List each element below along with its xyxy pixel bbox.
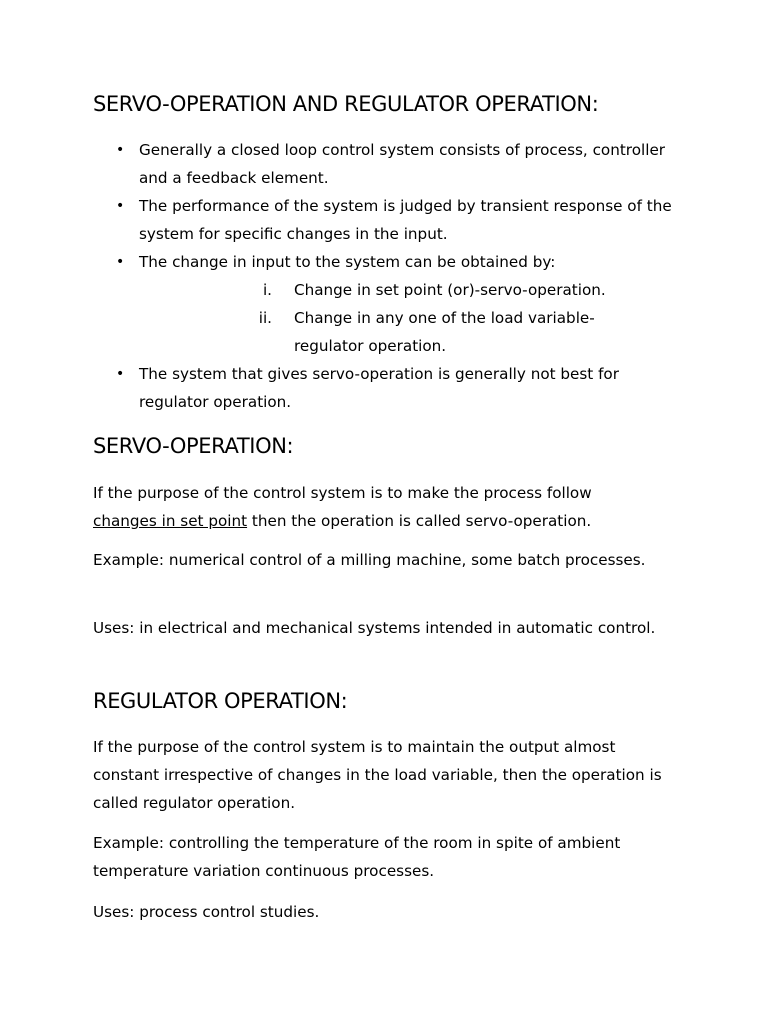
sub-list-item — [0, 276, 768, 304]
servo-heading: SERVO-OPERATION: — [93, 434, 294, 458]
regulator-heading: REGULATOR OPERATION: — [93, 689, 348, 713]
servo-example: Example: numerical control of a milling machine, some batch processes. — [93, 551, 646, 569]
page-title: SERVO-OPERATION AND REGULATOR OPERATION: — [93, 92, 599, 116]
bullet-item — [0, 192, 768, 248]
servo-definition-underlined: changes in set point — [93, 512, 248, 530]
bullet-dot-icon: • — [116, 198, 125, 214]
sub-item-number: i. — [262, 281, 272, 299]
bullet-dot-icon: • — [116, 366, 125, 382]
regulator-definition: If the purpose of the control system is to maintain the output almost constant irrespective of changes in the load variable, then the operation is called regulator operation. — [93, 738, 662, 812]
servo-definition-end: then the operation is called servo-operation. — [247, 512, 592, 530]
regulator-example: Example: controlling the temperature of the room in spite of ambient temperature variation continuous processes. — [93, 834, 621, 880]
bullet-list — [0, 136, 768, 416]
servo-definition — [93, 479, 673, 535]
sub-list-container — [0, 276, 768, 360]
bullet-item — [0, 136, 768, 192]
servo-definition-start: If the purpose of the control system is to make the process follow — [93, 484, 592, 502]
bullet-text: Generally a closed loop control system consists of process, controller and a feedback element. — [139, 141, 666, 187]
bullet-item — [0, 248, 768, 276]
bullet-item — [0, 360, 768, 416]
sub-list-item — [0, 304, 768, 360]
sub-item-number: ii. — [258, 309, 272, 327]
regulator-uses: Uses: process control studies. — [93, 903, 320, 921]
bullet-text: The change in input to the system can be obtained by: — [139, 253, 556, 271]
bullet-dot-icon: • — [116, 254, 125, 270]
bullet-dot-icon: • — [116, 142, 125, 158]
sub-item-text: Change in any one of the load variable-regulator operation. — [294, 309, 595, 355]
bullet-text: The performance of the system is judged by transient response of the system for specific changes in the input. — [139, 197, 672, 243]
sub-list — [0, 276, 768, 360]
servo-uses: Uses: in electrical and mechanical systems intended in automatic control. — [93, 619, 656, 637]
bullet-text: The system that gives servo-operation is generally not best for regulator operation. — [139, 365, 619, 411]
sub-item-text: Change in set point (or)-servo-operation. — [294, 281, 606, 299]
